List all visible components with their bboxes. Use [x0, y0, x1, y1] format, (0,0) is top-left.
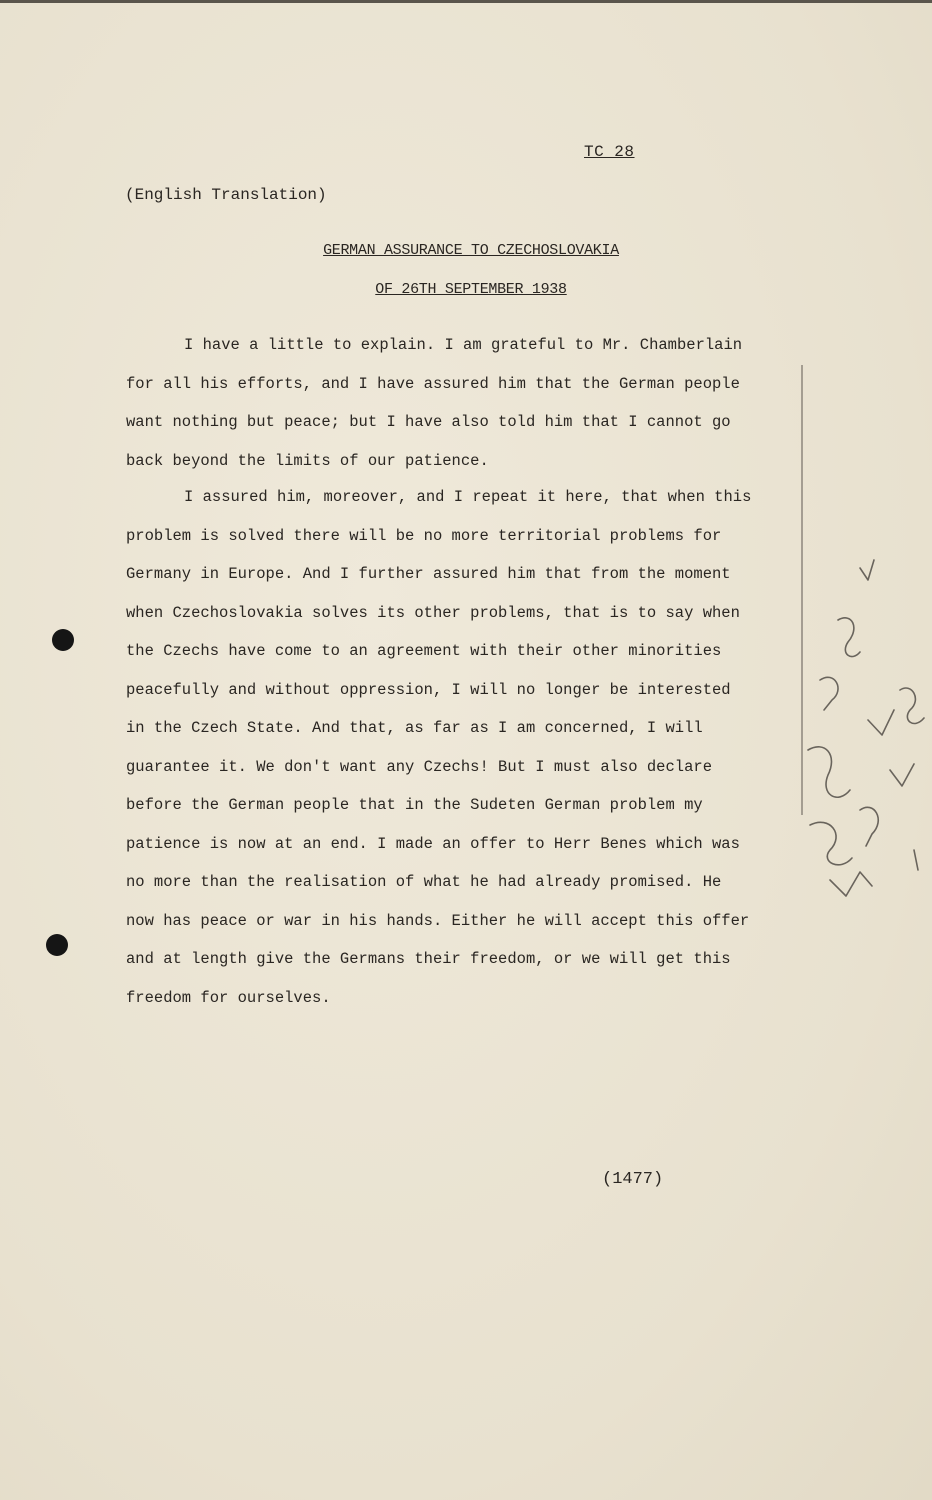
title-line-2: OF 26TH SEPTEMBER 1938 — [375, 281, 567, 298]
page-top-edge — [0, 0, 932, 3]
text-line: Germany in Europe. And I further assured him that from the moment — [126, 565, 731, 583]
text-line: for all his efforts, and I have assured him that the German people — [126, 374, 740, 393]
page-number: (1477) — [602, 1170, 664, 1189]
punch-hole-top — [52, 629, 74, 651]
title-line-1: GERMAN ASSURANCE TO CZECHOSLOVAKIA — [323, 242, 619, 259]
text-line: want nothing but peace; but I have also told him that I cannot go — [126, 413, 731, 431]
text-line: peacefully and without oppression, I will no longer be interested — [126, 680, 731, 699]
text-line: I have a little to explain. I am grateful to Mr. Chamberlain — [184, 336, 743, 354]
text-line: the Czechs have come to an agreement with their other minorities — [126, 642, 722, 660]
text-line: now has peace or war in his hands. Either he will accept this offer — [126, 911, 750, 930]
text-line: no more than the realisation of what he had already promised. He — [126, 873, 722, 891]
text-line: problem is solved there will be no more territorial problems for — [126, 526, 722, 545]
handwritten-annotation — [790, 550, 932, 930]
text-line: patience is now at an end. I made an offer to Herr Benes which was — [126, 834, 740, 853]
text-line: in the Czech State. And that, as far as I am concerned, I will — [126, 719, 703, 737]
text-line: when Czechoslovakia solves its other problems, that is to say when — [126, 603, 740, 622]
document-date — [0, 281, 932, 298]
text-line: back beyond the limits of our patience. — [126, 451, 489, 470]
text-line: and at length give the Germans their freedom, or we will get this — [126, 950, 731, 968]
document-reference: TC 28 — [584, 143, 635, 161]
paragraph-2 — [126, 487, 796, 1026]
text-line: freedom for ourselves. — [126, 988, 331, 1007]
text-line: guarantee it. We don't want any Czechs! But I must also declare — [126, 757, 712, 776]
text-line: before the German people that in the Sudeten German problem my — [126, 796, 703, 814]
paragraph-1 — [126, 335, 796, 489]
text-line: I assured him, moreover, and I repeat it here, that when this — [184, 488, 752, 506]
translation-note: (English Translation) — [125, 186, 327, 204]
document-title — [0, 242, 932, 259]
punch-hole-bottom — [46, 934, 68, 956]
